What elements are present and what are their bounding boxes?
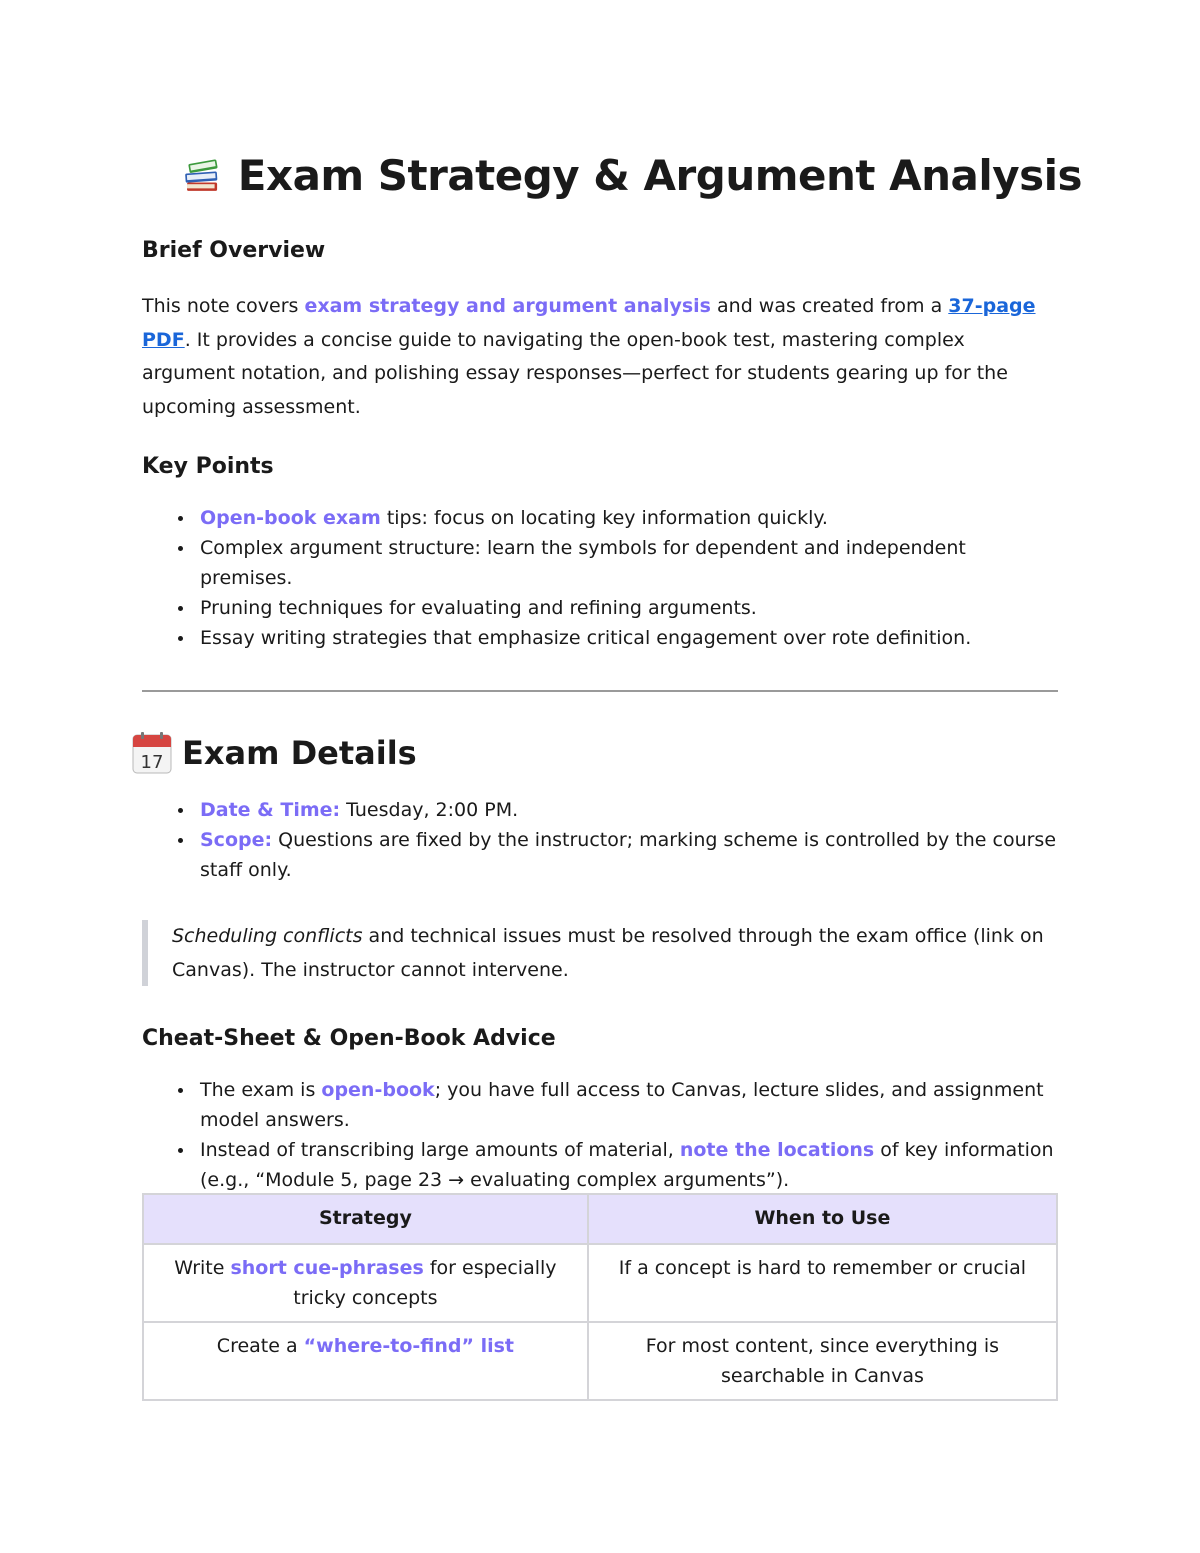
advice-heading: Cheat-Sheet & Open-Book Advice (142, 1026, 556, 1051)
overview-heading: Brief Overview (142, 238, 326, 263)
overview-highlight: exam strategy and argument analysis (304, 295, 711, 317)
date-time-label: Date & Time: (200, 799, 341, 821)
list-item (200, 623, 1060, 653)
overview-text-3: . It provides a concise guide to navigating the open-book test, mastering complex argument notation, and polishing essay responses—perfect for students gearing up for the upcoming assessment. (142, 328, 1008, 418)
table-cell-when: If a concept is hard to remember or crucial (588, 1244, 1057, 1322)
overview-text-1: This note covers (142, 295, 305, 317)
cell-highlight: “where-to-find” list (303, 1335, 515, 1357)
title-row (182, 140, 1082, 210)
calendar-day: 17 (140, 752, 164, 773)
list-item (200, 825, 1060, 885)
list-item (200, 1075, 1060, 1135)
key-points-list (142, 503, 1060, 653)
cell-text: for especially tricky concepts (293, 1257, 557, 1309)
exam-details-list (142, 795, 1060, 885)
table-cell-when: For most content, since everything is searchable in Canvas (588, 1322, 1057, 1400)
table-header-strategy: Strategy (143, 1194, 588, 1244)
table-header-row (143, 1194, 1057, 1244)
blockquote-rest: and technical issues must be resolved through the exam office (link on Canvas). The instructor cannot intervene. (172, 925, 1044, 981)
exam-details-heading-row (132, 728, 417, 778)
key-points-heading: Key Points (142, 454, 274, 479)
list-item-text: of key information (e.g., “Module 5, page 23 → evaluating complex arguments”). (200, 1139, 1054, 1191)
table-row (143, 1244, 1057, 1322)
blockquote-text (148, 920, 1064, 987)
list-item-text: The exam is (200, 1079, 322, 1101)
list-item-text: Essay writing strategies that emphasize critical engagement over rote definition. (200, 627, 972, 649)
overview-paragraph (142, 290, 1058, 424)
pdf-link[interactable]: 37-page PDF (142, 295, 1036, 351)
note-locations-highlight: note the locations (679, 1139, 875, 1161)
table-row (143, 1322, 1057, 1400)
open-book-exam-highlight: Open-book exam (200, 507, 381, 529)
list-item (200, 1135, 1060, 1195)
overview-text-2: and was created from a (710, 295, 949, 317)
books-icon (182, 150, 224, 200)
table-cell-strategy (143, 1322, 588, 1400)
table-cell-strategy (143, 1244, 588, 1322)
cell-highlight: short cue-phrases (230, 1257, 424, 1279)
list-item (200, 503, 1060, 533)
calendar-icon (132, 732, 172, 774)
list-item-text: ; you have full access to Canvas, lecture slides, and assignment model answers. (200, 1079, 1044, 1131)
date-time-value: Tuesday, 2:00 PM. (340, 799, 519, 821)
strategy-table (142, 1193, 1058, 1401)
cell-text: Create a (216, 1335, 304, 1357)
open-book-highlight: open-book (321, 1079, 435, 1101)
cell-text: Write (174, 1257, 231, 1279)
scope-label: Scope: (200, 829, 273, 851)
table-header-when: When to Use (588, 1194, 1057, 1244)
blockquote (142, 920, 1064, 986)
list-item-text: Instead of transcribing large amounts of material, (200, 1139, 680, 1161)
advice-list (142, 1075, 1060, 1195)
list-item-text: Complex argument structure: learn the symbols for dependent and independent premises. (200, 537, 966, 589)
blockquote-emphasis: Scheduling conflicts (172, 925, 363, 947)
list-item (200, 533, 1060, 593)
section-divider (142, 690, 1058, 692)
exam-details-heading: Exam Details (182, 734, 417, 772)
list-item-text: Pruning techniques for evaluating and refining arguments. (200, 597, 757, 619)
page-title: Exam Strategy & Argument Analysis (237, 150, 1082, 200)
scope-value: Questions are fixed by the instructor; marking scheme is controlled by the course staff only. (200, 829, 1057, 881)
list-item-text: tips: focus on locating key information quickly. (380, 507, 828, 529)
list-item (200, 593, 1060, 623)
list-item (200, 795, 1060, 825)
